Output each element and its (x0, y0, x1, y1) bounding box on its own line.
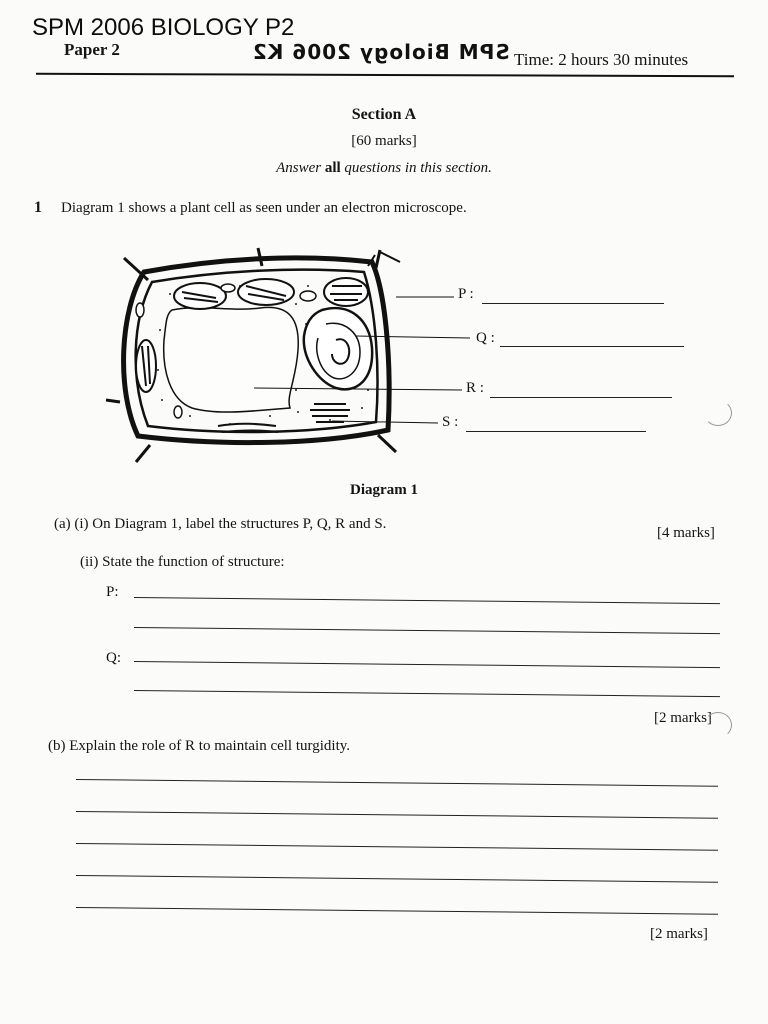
section-marks: [60 marks] (351, 133, 417, 149)
question-number: 1 (34, 199, 42, 216)
answer-line (76, 907, 718, 915)
section-title: Section A (351, 106, 417, 123)
label-q: Q : (476, 330, 495, 346)
question-text: Diagram 1 shows a plant cell as seen under an electron microscope. (61, 200, 467, 216)
part-a-ii-marks: [2 marks] (654, 710, 712, 726)
diagram-caption: Diagram 1 (350, 482, 418, 498)
label-p: P : (458, 286, 474, 302)
part-a-ii: (ii) State the function of structure: (80, 554, 285, 570)
label-r-line (490, 397, 672, 398)
time-allowed: Time: 2 hours 30 minutes (514, 50, 689, 69)
label-p-line (482, 303, 664, 304)
header-rule (36, 73, 734, 77)
page-fold-mark (704, 712, 732, 738)
section-instruction (0, 160, 768, 177)
page-fold-mark (704, 400, 732, 426)
answer-line (76, 811, 718, 819)
answer-line (134, 597, 720, 604)
overlay-title: SPM 2006 BIOLOGY P2 (32, 14, 295, 41)
answer-line (76, 779, 718, 787)
part-a-i: (a) (i) On Diagram 1, label the structures P, Q, R and S. (54, 516, 387, 532)
answer-line (76, 875, 718, 883)
paper-label: Paper 2 (64, 40, 120, 59)
answer-label-p: P: (106, 584, 119, 600)
answer-line (76, 843, 718, 851)
answer-line (134, 690, 720, 697)
part-a-i-marks: [4 marks] (657, 525, 715, 541)
answer-label-q: Q: (106, 650, 121, 666)
part-b-marks: [2 marks] (650, 926, 708, 942)
label-s-line (466, 431, 646, 432)
instruction-bold: all (324, 160, 341, 176)
nucleus (304, 308, 372, 389)
plant-cell-diagram (100, 240, 700, 470)
label-q-line (500, 346, 684, 347)
label-s: S : (442, 414, 459, 430)
answer-line (134, 627, 720, 634)
answer-line (134, 661, 720, 668)
part-b: (b) Explain the role of R to maintain cell turgidity. (48, 738, 351, 754)
instruction-pre: Answer (276, 160, 325, 176)
instruction-post: questions in this section. (340, 160, 492, 176)
mirrored-handwriting: SPM Biology 2006 K2 (252, 40, 510, 64)
vacuole (164, 307, 299, 412)
label-r: R : (466, 380, 484, 396)
